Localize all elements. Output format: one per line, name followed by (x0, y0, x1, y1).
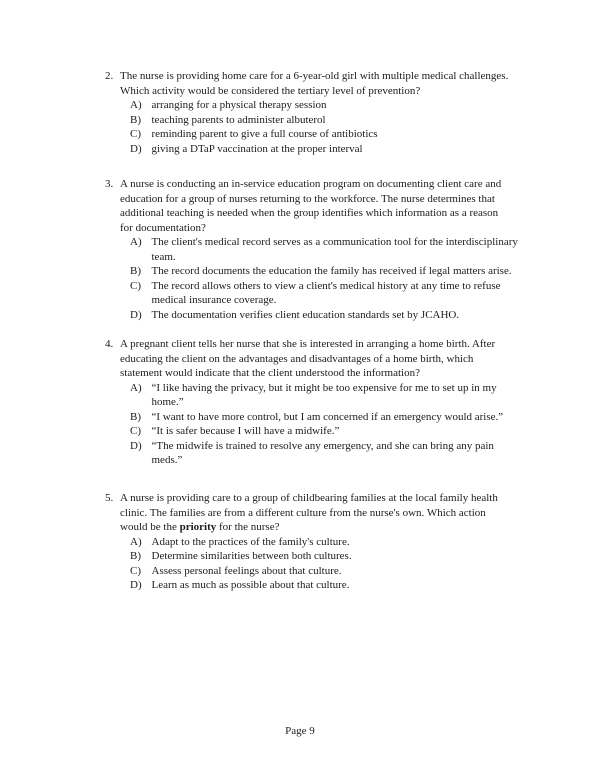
option-letter: C) (130, 279, 141, 292)
option-text (152, 113, 326, 128)
option-text (152, 381, 497, 410)
answer-option (130, 439, 565, 468)
answer-option (130, 113, 565, 128)
option-text (152, 410, 504, 425)
option-line: “It is safer because I will have a midwife.” (151, 425, 340, 437)
option-line: giving a DTaP vaccination at the proper interval (151, 142, 363, 155)
option-line: The client's medical record serves as a communication tool for the interdisciplinary (151, 236, 518, 248)
answer-options (105, 535, 565, 593)
question-stem-text (120, 177, 501, 235)
option-line: The documentation verifies client education standards set by JCAHO. (151, 308, 460, 321)
option-text (152, 235, 518, 264)
answer-option (130, 142, 565, 157)
option-text (152, 535, 350, 550)
option-line: Learn as much as possible about that culture. (151, 579, 350, 591)
option-line: home.” (151, 396, 184, 408)
option-letter: B) (130, 113, 141, 126)
question-stem (105, 69, 565, 98)
option-line: Adapt to the practices of the family's culture. (151, 535, 350, 548)
answer-option (130, 98, 565, 113)
stem-line (120, 520, 498, 535)
question-number: 3. (105, 178, 114, 190)
option-line: reminding parent to give a full course of antibiotics (151, 128, 378, 140)
page-number: Page 9 (285, 725, 315, 737)
answer-option (130, 564, 565, 579)
answer-option (130, 127, 565, 142)
answer-option (130, 578, 565, 593)
option-line: team. (151, 250, 176, 263)
option-line: arranging for a physical therapy session (151, 99, 327, 111)
option-text (152, 127, 378, 142)
question-block (105, 491, 565, 593)
option-letter: A) (130, 99, 142, 111)
answer-option (130, 381, 565, 410)
option-letter: D) (130, 308, 142, 321)
answer-option (130, 549, 565, 564)
option-text (152, 439, 494, 468)
answer-options (105, 381, 565, 468)
option-line: meds.” (151, 454, 183, 466)
stem-line: A nurse is providing care to a group of childbearing families at the local family health (120, 492, 498, 504)
option-letter: D) (130, 579, 142, 591)
question-stem-text (120, 337, 495, 381)
answer-option (130, 235, 565, 264)
stem-line: The nurse is providing home care for a 6-year-old girl with multiple medical challenges. (120, 70, 509, 82)
option-line: “I want to have more control, but I am concerned if an emergency would arise.” (151, 410, 504, 423)
question-block (105, 337, 565, 468)
option-line: Assess personal feelings about that culture. (151, 564, 342, 577)
answer-option (130, 264, 565, 279)
option-letter: C) (130, 425, 141, 437)
answer-options (105, 235, 565, 322)
answer-option (130, 535, 565, 550)
text-segment: for the nurse? (216, 521, 280, 533)
question-stem (105, 491, 565, 535)
option-letter: C) (130, 128, 141, 140)
stem-line: educating the client on the advantages and disadvantages of a home birth, which (120, 352, 474, 365)
question-block (105, 177, 565, 322)
question-stem (105, 177, 565, 235)
answer-option (130, 410, 565, 425)
option-letter: B) (130, 265, 141, 277)
answer-option (130, 424, 565, 439)
bold-text: priority (179, 521, 217, 533)
option-text (152, 578, 350, 593)
answer-option (130, 308, 565, 323)
option-letter: A) (130, 381, 142, 394)
option-text (152, 424, 340, 439)
stem-line: additional teaching is needed when the group identifies which information as a reason (120, 207, 499, 219)
option-letter: D) (130, 439, 142, 452)
option-letter: A) (130, 535, 142, 548)
option-line: Determine similarities between both cultures. (151, 550, 352, 562)
option-line: medical insurance coverage. (151, 294, 277, 306)
option-text (152, 279, 501, 308)
question-number: 5. (105, 492, 114, 504)
question-stem-text (120, 491, 498, 535)
option-letter: B) (130, 410, 141, 423)
option-line: The record documents the education the family has received if legal matters arise. (151, 265, 512, 277)
stem-line: A nurse is conducting an in-service education program on documenting client care and (120, 178, 502, 190)
option-letter: B) (130, 550, 141, 562)
option-letter: C) (130, 564, 141, 577)
option-text (152, 98, 327, 113)
option-text (152, 142, 363, 157)
question-stem-text (120, 69, 508, 98)
question-number: 4. (105, 338, 114, 350)
option-line: “The midwife is trained to resolve any emergency, and she can bring any pain (151, 439, 494, 452)
option-text (152, 549, 352, 564)
option-line: teaching parents to administer albuterol (151, 113, 326, 126)
option-text (152, 308, 460, 323)
stem-line: statement would indicate that the client understood the information? (120, 367, 420, 379)
stem-line: for documentation? (120, 221, 206, 234)
stem-line: education for a group of nurses returning to the workforce. The nurse determines that (120, 192, 495, 205)
option-text (152, 264, 512, 279)
option-text (152, 564, 342, 579)
option-letter: A) (130, 236, 142, 248)
option-line: “I like having the privacy, but it might be too expensive for me to set up in my (151, 381, 497, 394)
question-stem (105, 337, 565, 381)
answer-options (105, 98, 565, 156)
question-block (105, 69, 565, 156)
text-segment: would be the (120, 521, 180, 533)
question-number: 2. (105, 70, 114, 82)
stem-line: clinic. The families are from a different culture from the nurse's own. Which action (120, 506, 486, 519)
page-footer (0, 724, 600, 739)
option-letter: D) (130, 142, 142, 155)
answer-option (130, 279, 565, 308)
stem-line: A pregnant client tells her nurse that she is interested in arranging a home birth. After (120, 338, 496, 350)
option-line: The record allows others to view a client's medical history at any time to refuse (151, 279, 501, 292)
stem-line: Which activity would be considered the tertiary level of prevention? (120, 84, 421, 97)
